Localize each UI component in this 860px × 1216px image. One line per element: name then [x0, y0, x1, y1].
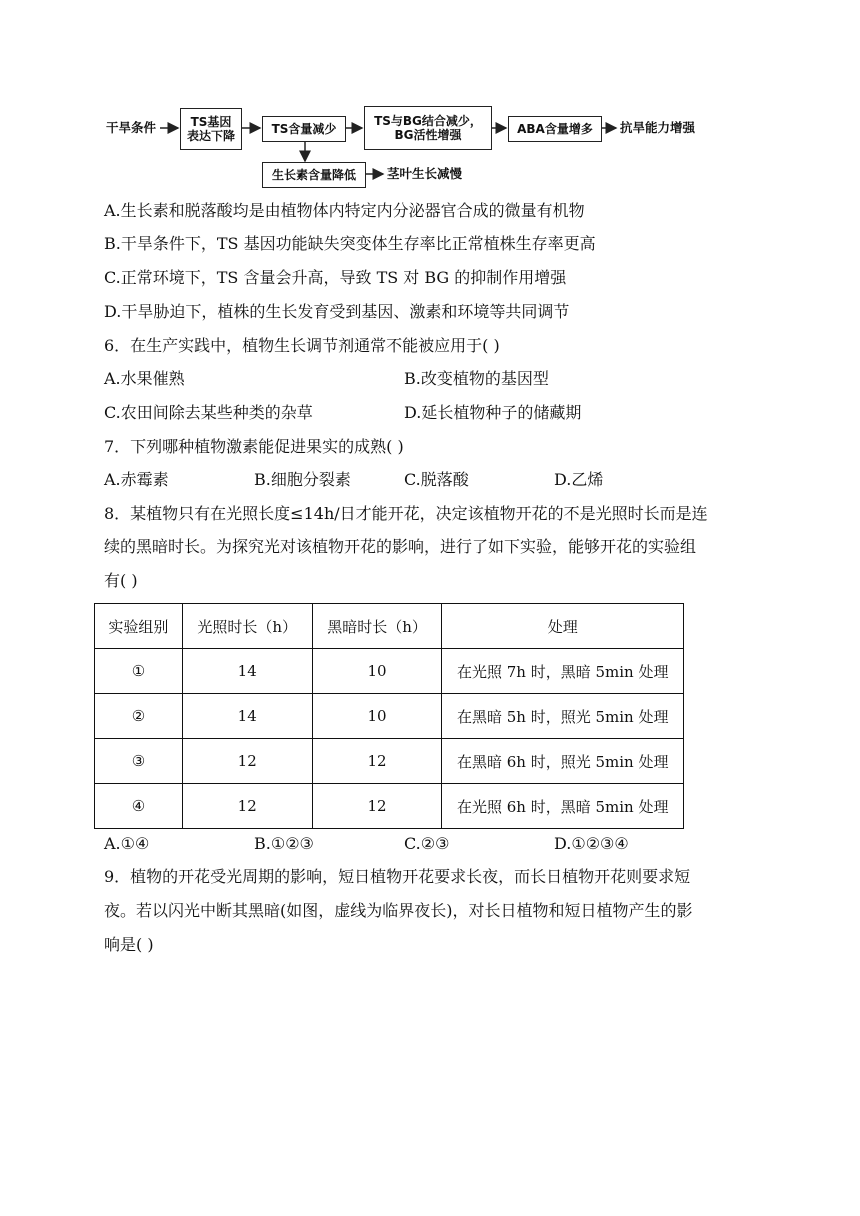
- table-cell: 12: [182, 784, 312, 829]
- regulation-flowchart: [100, 104, 720, 190]
- flow-end2: 茎叶生长减慢: [387, 166, 463, 181]
- flow-box-ts-bg-line1: TS与BG结合减少，: [374, 114, 482, 128]
- table-cell: 12: [312, 784, 442, 829]
- q8-option-a: A.①④: [104, 834, 150, 853]
- q6-option-d: D.延长植物种子的储藏期: [404, 403, 582, 422]
- q5-option-c: C.正常环境下，TS 含量会升高，导致 TS 对 BG 的抑制作用增强: [104, 268, 567, 287]
- q9-line3: 响是( ): [104, 935, 154, 954]
- experiment-table: [94, 603, 684, 829]
- table-row: [95, 694, 684, 739]
- flow-box-ts-gene-line1: TS基因: [190, 115, 232, 129]
- table-cell: 10: [312, 694, 442, 739]
- q6-option-b: B.改变植物的基因型: [404, 369, 549, 388]
- table-cell: 14: [182, 694, 312, 739]
- q8-stem-line1: 8．某植物只有在光照长度≤14h/日才能开花，决定该植物开花的不是光照时长而是连: [104, 504, 708, 523]
- q6-option-c: C.农田间除去某些种类的杂草: [104, 403, 313, 422]
- table-cell: 10: [312, 649, 442, 694]
- q6-stem: 6．在生产实践中，植物生长调节剂通常不能被应用于( ): [104, 336, 500, 355]
- q8-stem-line2: 续的黑暗时长。为探究光对该植物开花的影响，进行了如下实验，能够开花的实验组: [104, 537, 697, 556]
- table-cell: ④: [95, 784, 183, 829]
- table-header: 处理: [442, 604, 684, 649]
- table-cell: ②: [95, 694, 183, 739]
- q8-option-d: D.①②③④: [554, 834, 629, 853]
- q8-option-b: B.①②③: [254, 834, 314, 853]
- table-header-row: [95, 604, 684, 649]
- flow-box-ts-decrease: TS含量减少: [262, 116, 346, 142]
- table-header: 实验组别: [95, 604, 183, 649]
- table-cell: 在黑暗 6h 时，照光 5min 处理: [442, 739, 684, 784]
- q9-line1: 9．植物的开花受光周期的影响，短日植物开花要求长夜，而长日植物开花则要求短: [104, 867, 691, 886]
- flow-box-aba: ABA含量增多: [508, 116, 602, 142]
- flow-end: 抗旱能力增强: [620, 120, 696, 135]
- q6-option-a: A.水果催熟: [104, 369, 185, 388]
- q7-option-c: C.脱落酸: [404, 470, 469, 489]
- table-cell: 在光照 7h 时，黑暗 5min 处理: [442, 649, 684, 694]
- q5-option-d: D.干旱胁迫下，植株的生长发育受到基因、激素和环境等共同调节: [104, 302, 570, 321]
- table-cell: 在黑暗 5h 时，照光 5min 处理: [442, 694, 684, 739]
- q9-line2: 夜。若以闪光中断其黑暗(如图，虚线为临界夜长)，对长日植物和短日植物产生的影: [104, 901, 693, 920]
- flow-box-ts-gene: [180, 108, 242, 150]
- table-header: 黑暗时长（h）: [312, 604, 442, 649]
- q7-option-b: B.细胞分裂素: [254, 470, 351, 489]
- flow-box-ts-bg: [364, 106, 492, 150]
- table-cell: ③: [95, 739, 183, 784]
- q8-stem-line3: 有( ): [104, 571, 138, 590]
- q8-option-c: C.②③: [404, 834, 450, 853]
- flow-box-auxin: 生长素含量降低: [262, 162, 366, 188]
- table-cell: 14: [182, 649, 312, 694]
- table-cell: ①: [95, 649, 183, 694]
- flow-box-ts-gene-line2: 表达下降: [186, 129, 235, 143]
- flow-box-ts-bg-line2: BG活性增强: [394, 128, 462, 142]
- q7-stem: 7．下列哪种植物激素能促进果实的成熟( ): [104, 437, 404, 456]
- table-row: [95, 784, 684, 829]
- table-cell: 在光照 6h 时，黑暗 5min 处理: [442, 784, 684, 829]
- table-header: 光照时长（h）: [182, 604, 312, 649]
- table-row: [95, 649, 684, 694]
- table-cell: 12: [312, 739, 442, 784]
- table-cell: 12: [182, 739, 312, 784]
- q5-option-b: B.干旱条件下，TS 基因功能缺失突变体生存率比正常植株生存率更高: [104, 234, 596, 253]
- q5-option-a: A.生长素和脱落酸均是由植物体内特定内分泌器官合成的微量有机物: [104, 201, 585, 220]
- q7-option-a: A.赤霉素: [104, 470, 169, 489]
- table-row: [95, 739, 684, 784]
- q7-option-d: D.乙烯: [554, 470, 604, 489]
- flow-start: 干旱条件: [106, 120, 157, 135]
